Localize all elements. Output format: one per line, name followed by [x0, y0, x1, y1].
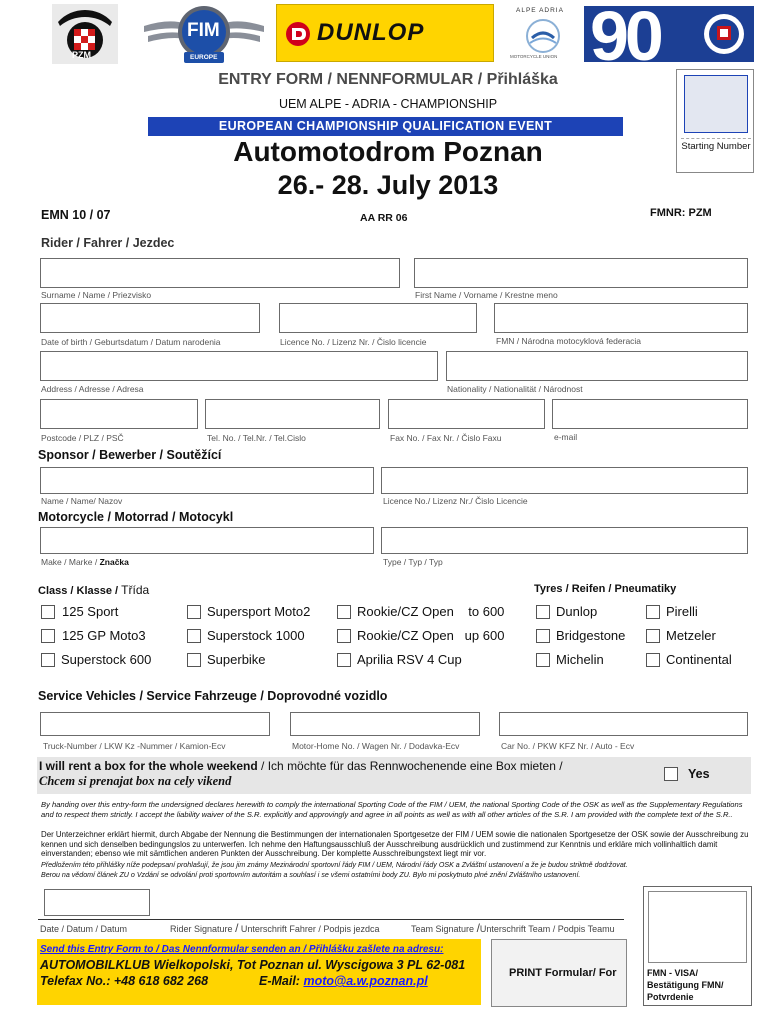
make-caption	[41, 557, 129, 567]
print-form-button[interactable]	[491, 939, 627, 1007]
club-address: AUTOMOBILKLUB Wielkopolski, Tot Poznan ul. Wyscigowa 3 PL 62-081	[40, 958, 466, 972]
class-rookie-up600-label: Rookie/CZ Open up 600	[357, 628, 505, 643]
rider-signature-slash: /	[235, 921, 239, 935]
rider-signature-caption	[170, 921, 379, 935]
class-superstock-600-label: Superstock 600	[61, 652, 152, 667]
surname-field[interactable]	[40, 258, 400, 288]
make-caption-text: Make / Marke /	[41, 557, 100, 567]
event-dates: 26.- 28. July 2013	[277, 170, 499, 200]
email-contact-label: E-Mail:	[259, 974, 304, 988]
class-aprilia-rsv4-checkbox[interactable]	[337, 653, 351, 667]
starting-number-label: Starting Number	[681, 138, 751, 153]
truck-caption: Truck-Number / LKW Kz -Nummer / Kamion-Ecv	[43, 741, 226, 751]
venue-title: Automotodrom Poznan	[233, 136, 543, 167]
tyre-pirelli-checkbox[interactable]	[646, 605, 660, 619]
class-125-sport-checkbox[interactable]	[41, 605, 55, 619]
type-caption: Type / Typ / Typ	[383, 557, 443, 567]
tyre-pirelli-label: Pirelli	[666, 604, 698, 619]
class-heading-text: Class / Klasse /	[38, 585, 122, 597]
tyre-dunlop-checkbox[interactable]	[536, 605, 550, 619]
tyre-metzeler-label: Metzeler	[666, 628, 716, 643]
class-superstock-1000-checkbox[interactable]	[187, 629, 201, 643]
car-number-field[interactable]	[499, 712, 748, 736]
make-caption-bold: Značka	[99, 557, 129, 567]
tyre-bridgestone-label: Bridgestone	[556, 628, 626, 643]
fmnr-label: FMNR: PZM	[650, 207, 712, 219]
telephone-field[interactable]	[205, 399, 380, 429]
rider-signature-a: Rider Signature	[170, 924, 233, 934]
team-signature-c: Unterschrift Team / Podpis Teamu	[479, 924, 615, 934]
legal-text-de: Der Unterzeichner erklärt hiermit, durch Abgabe der Nennung die Bestimmungen der internationalen Sportgesetze der FIM / UEM sowie die nationalen Sportgesetze der OSK sowie der Ausschreibung zu kennen und sich denselben bedingungslos zu unterwerfen. Ich nehme den Haftungsausschluß der Ausschreibung ausdrücklich und zustimmend zur Kenntnis und erkläre mich vollinhaltlich damit einverstanden; ebenso wie mit sämtlichen anderen Punkten der Ausschreibung. Der komplette Ausschreibungstext liegt mir vor.	[41, 830, 749, 859]
ninety-logo-text: 90	[590, 6, 660, 62]
alpe-adria-logo	[506, 4, 576, 64]
starting-number-box	[676, 69, 754, 173]
car-caption: Car No. / PKW KFZ Nr. / Auto - Ecv	[501, 741, 635, 751]
dunlop-logo-text: DUNLOP	[317, 19, 425, 46]
class-rookie-up600-checkbox[interactable]	[337, 629, 351, 643]
tyres-heading: Tyres / Reifen / Pneumatiky	[534, 583, 677, 595]
team-signature-slash: /	[476, 921, 480, 935]
type-field[interactable]	[381, 527, 748, 554]
email-contact	[259, 974, 428, 988]
class-heading-tail: Třída	[121, 583, 150, 597]
box-rental-line1	[39, 759, 563, 773]
team-signature-a: Team Signature	[411, 924, 475, 934]
class-heading	[38, 583, 149, 597]
class-superbike-label: Superbike	[207, 652, 266, 667]
send-to-panel	[37, 939, 481, 1005]
sponsor-licence-caption: Licence No./ Lizenz Nr./ Čislo Licencie	[383, 496, 528, 506]
sponsor-name-caption: Name / Name/ Nazov	[41, 496, 123, 506]
class-125-gp-moto3-checkbox[interactable]	[41, 629, 55, 643]
box-rental-yes-checkbox[interactable]	[664, 767, 678, 781]
visa-caption: FMN - VISA/ Bestätigung FMN/ Potvrdenie	[647, 968, 724, 1002]
postcode-caption: Postcode / PLZ / PSČ	[41, 433, 124, 443]
class-superstock-1000-label: Superstock 1000	[207, 628, 305, 643]
tyre-michelin-checkbox[interactable]	[536, 653, 550, 667]
dob-caption: Date of birth / Geburtsdatum / Datum narodenia	[41, 337, 221, 347]
class-supersport-moto2-checkbox[interactable]	[187, 605, 201, 619]
email-field[interactable]	[552, 399, 748, 429]
tyre-continental-label: Continental	[666, 652, 732, 667]
telefax-number: Telefax No.: +48 618 682 268	[40, 974, 209, 988]
box-rental-bold: I will rent a box for the whole weekend	[39, 759, 258, 773]
class-aprilia-rsv4-label: Aprilia RSV 4 Cup	[357, 652, 462, 667]
sponsor-name-field[interactable]	[40, 467, 374, 494]
tyre-michelin-label: Michelin	[556, 652, 604, 667]
fim-europe-text: EUROPE	[190, 54, 218, 61]
motorhome-caption: Motor-Home No. / Wagen Nr. / Dodavka-Ecv	[292, 741, 460, 751]
motorhome-number-field[interactable]	[290, 712, 480, 736]
send-to-heading: Send this Entry Form to / Das Nennformular senden an / Přihlášku zašlete na adresu:	[40, 944, 444, 955]
tyre-dunlop-label: Dunlop	[556, 604, 598, 619]
truck-number-field[interactable]	[40, 712, 270, 736]
box-rental-yes-label: Yes	[688, 767, 710, 781]
licence-caption: Licence No. / Lizenz Nr. / Čislo licencie	[280, 337, 427, 347]
sponsor-heading: Sponsor / Bewerber / Soutěžící	[38, 448, 222, 462]
tyre-continental-checkbox[interactable]	[646, 653, 660, 667]
class-superbike-checkbox[interactable]	[187, 653, 201, 667]
email-caption: e-mail	[554, 432, 578, 442]
service-vehicles-heading: Service Vehicles / Service Fahrzeuge / Doprovodné vozidlo	[38, 689, 388, 703]
fim-europe-logo	[140, 4, 268, 64]
legal-text-cz-2: Berou na vědomí článek ZU o Vzdání se odvolání proti sportovním autoritám a souhlasí i se všemi ostatními body ZU. Bylo mi poskytnuto plné znění Zvláštního ustanovení.	[41, 871, 581, 879]
visa-stamp-field[interactable]	[648, 891, 747, 963]
email-contact-link[interactable]: moto@a.w.poznan.pl	[303, 974, 428, 988]
championship-title: UEM ALPE - ADRIA - CHAMPIONSHIP	[278, 97, 498, 111]
photo-frame[interactable]	[684, 75, 748, 133]
form-title: ENTRY FORM / NENNFORMULAR / Přihláška	[218, 71, 558, 88]
pzm-90-years-logo	[584, 6, 754, 62]
nationality-caption: Nationality / Nationalität / Národnost	[447, 384, 583, 394]
sponsor-licence-field[interactable]	[381, 467, 748, 494]
fmn-field[interactable]	[494, 303, 748, 333]
class-superstock-600-checkbox[interactable]	[41, 653, 55, 667]
box-rental-panel	[37, 757, 751, 794]
fmn-caption: FMN / Národna motocyklová federacia	[496, 336, 642, 346]
legal-text-cz-1: Předložením této přihlášky níže podepsaní prohlašují, že jsou jim známy Mezinárodní sportovní řády FIM / UEM, Národní řády OSK a Zvláštní ustanovení a že je budou striktně dodržovat.	[41, 861, 628, 869]
telephone-caption: Tel. No. / Tel.Nr. / Tel.Cislo	[207, 433, 306, 443]
date-of-birth-field[interactable]	[40, 303, 260, 333]
emn-number: EMN 10 / 07	[41, 208, 111, 222]
box-rental-line2: Chcem si prenajat box na cely vikend	[39, 774, 232, 788]
fmn-visa-box	[643, 886, 752, 1006]
class-rookie-to600-checkbox[interactable]	[337, 605, 351, 619]
signature-line	[38, 919, 624, 920]
motorcycle-heading: Motorcycle / Motorrad / Motocykl	[38, 510, 234, 524]
tyre-bridgestone-checkbox[interactable]	[536, 629, 550, 643]
rider-heading: Rider / Fahrer / Jezdec	[41, 236, 175, 250]
first-name-caption: First Name / Vorname / Krestne meno	[415, 290, 558, 300]
dunlop-logo	[276, 4, 494, 62]
alpe-adria-text: ALPE ADRIA	[516, 7, 564, 14]
fax-caption: Fax No. / Fax Nr. / Čislo Faxu	[390, 433, 502, 443]
fim-logo-text: FIM	[187, 20, 220, 41]
class-rookie-to600-label: Rookie/CZ Open to 600	[357, 604, 505, 619]
print-form-label: PRINT Formular/ For	[509, 967, 617, 979]
address-caption: Address / Adresse / Adresa	[41, 384, 144, 394]
address-field[interactable]	[40, 351, 438, 381]
first-name-field[interactable]	[414, 258, 748, 288]
class-125-gp-moto3-label: 125 GP Moto3	[62, 628, 146, 643]
date-field[interactable]	[44, 889, 150, 916]
pzm-logo	[52, 4, 118, 64]
tyre-metzeler-checkbox[interactable]	[646, 629, 660, 643]
alpe-adria-sub-text: MOTORCYCLE UNION	[510, 54, 558, 59]
box-rental-rest: / Ich möchte für das Rennwochenende eine Box mieten /	[257, 759, 563, 773]
rider-signature-c: Unterschrift Fahrer / Podpis jezdca	[238, 924, 380, 934]
aa-rr-number: AA RR 06	[360, 212, 408, 224]
legal-text-en: By handing over this entry-form the undersigned declares herewith to comply the international Sporting Code of the FIM / UEM, the national Sporting Code of the OSK as well as the Supplementary Regulations and to respect them strictly. I accept the liability waiver of the S.R. explicitly and approvingly and agree in all points as well as with all other articles of the S.R. I am provided with the complete text of the S.R..	[41, 800, 743, 819]
licence-number-field[interactable]	[279, 303, 477, 333]
date-caption: Date / Datum / Datum	[40, 924, 128, 934]
make-field[interactable]	[40, 527, 374, 554]
class-supersport-moto2-label: Supersport Moto2	[207, 604, 311, 619]
pzm-logo-text: PZM	[72, 50, 91, 60]
fax-field[interactable]	[388, 399, 545, 429]
team-signature-caption	[411, 921, 615, 935]
qualification-banner: EUROPEAN CHAMPIONSHIP QUALIFICATION EVENT	[148, 117, 623, 136]
surname-caption: Surname / Name / Priezvisko	[41, 290, 152, 300]
nationality-field[interactable]	[446, 351, 748, 381]
class-125-sport-label: 125 Sport	[62, 604, 119, 619]
postcode-field[interactable]	[40, 399, 198, 429]
